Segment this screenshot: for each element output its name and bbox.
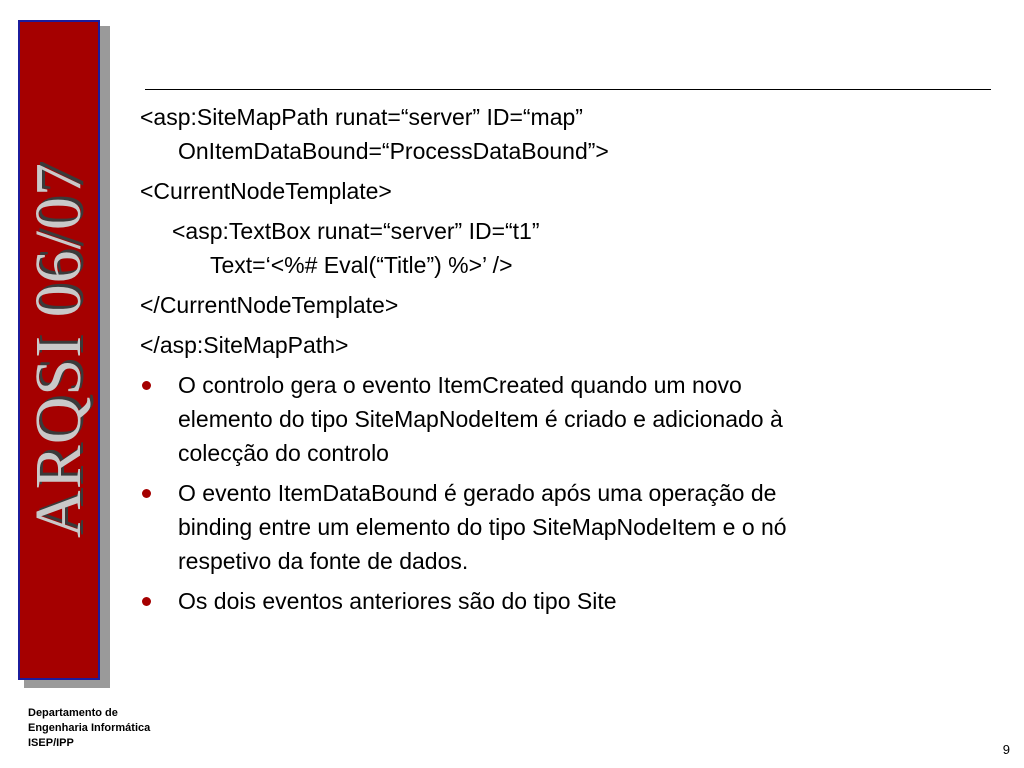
side-banner (18, 20, 100, 680)
slide-content (140, 100, 1000, 624)
code-line-group (140, 328, 1000, 362)
code-line: </CurrentNodeTemplate> (140, 292, 399, 318)
bullet-line: O evento ItemDataBound é gerado após uma operação de (178, 480, 777, 506)
code-line: </asp:SiteMapPath> (140, 332, 349, 358)
bullet-line: Os dois eventos anteriores são do tipo Site (178, 588, 617, 614)
department-footer (28, 706, 150, 751)
bullet-dot-icon (142, 381, 151, 390)
code-line-group (140, 288, 1000, 322)
banner-title: ARQSI 06/07 (22, 162, 95, 538)
bullet-line: elemento do tipo SiteMapNodeItem é criado e adicionado à (178, 406, 783, 432)
bullet-item (140, 476, 1000, 578)
page-number: 9 (1002, 742, 1010, 757)
code-line-group (140, 174, 1000, 208)
bullet-list (140, 368, 1000, 618)
bullet-line: respetivo da fonte de dados. (178, 548, 469, 574)
bullet-item (140, 584, 1000, 618)
bullet-line: O controlo gera o evento ItemCreated quando um novo (178, 372, 742, 398)
department-line: Departamento de (28, 707, 118, 719)
bullet-dot-icon (142, 597, 151, 606)
code-line: OnItemDataBound=“ProcessDataBound”> (178, 138, 609, 164)
department-line: ISEP/IPP (28, 737, 74, 749)
bullet-line: colecção do controlo (178, 440, 389, 466)
bullet-item (140, 368, 1000, 470)
code-line: <asp:TextBox runat=“server” ID=“t1” (172, 218, 540, 244)
bullet-dot-icon (142, 489, 151, 498)
code-line: <asp:SiteMapPath runat=“server” ID=“map” (140, 104, 583, 130)
code-line: Text=‘<%# Eval(“Title”) %>’ /> (210, 252, 513, 278)
bullet-line: binding entre um elemento do tipo SiteMapNodeItem e o nó (178, 514, 787, 540)
title-divider (145, 89, 991, 90)
department-line: Engenharia Informática (28, 722, 151, 734)
code-line: <CurrentNodeTemplate> (140, 178, 392, 204)
code-line-group (140, 100, 1000, 168)
code-line-group (140, 214, 1000, 282)
